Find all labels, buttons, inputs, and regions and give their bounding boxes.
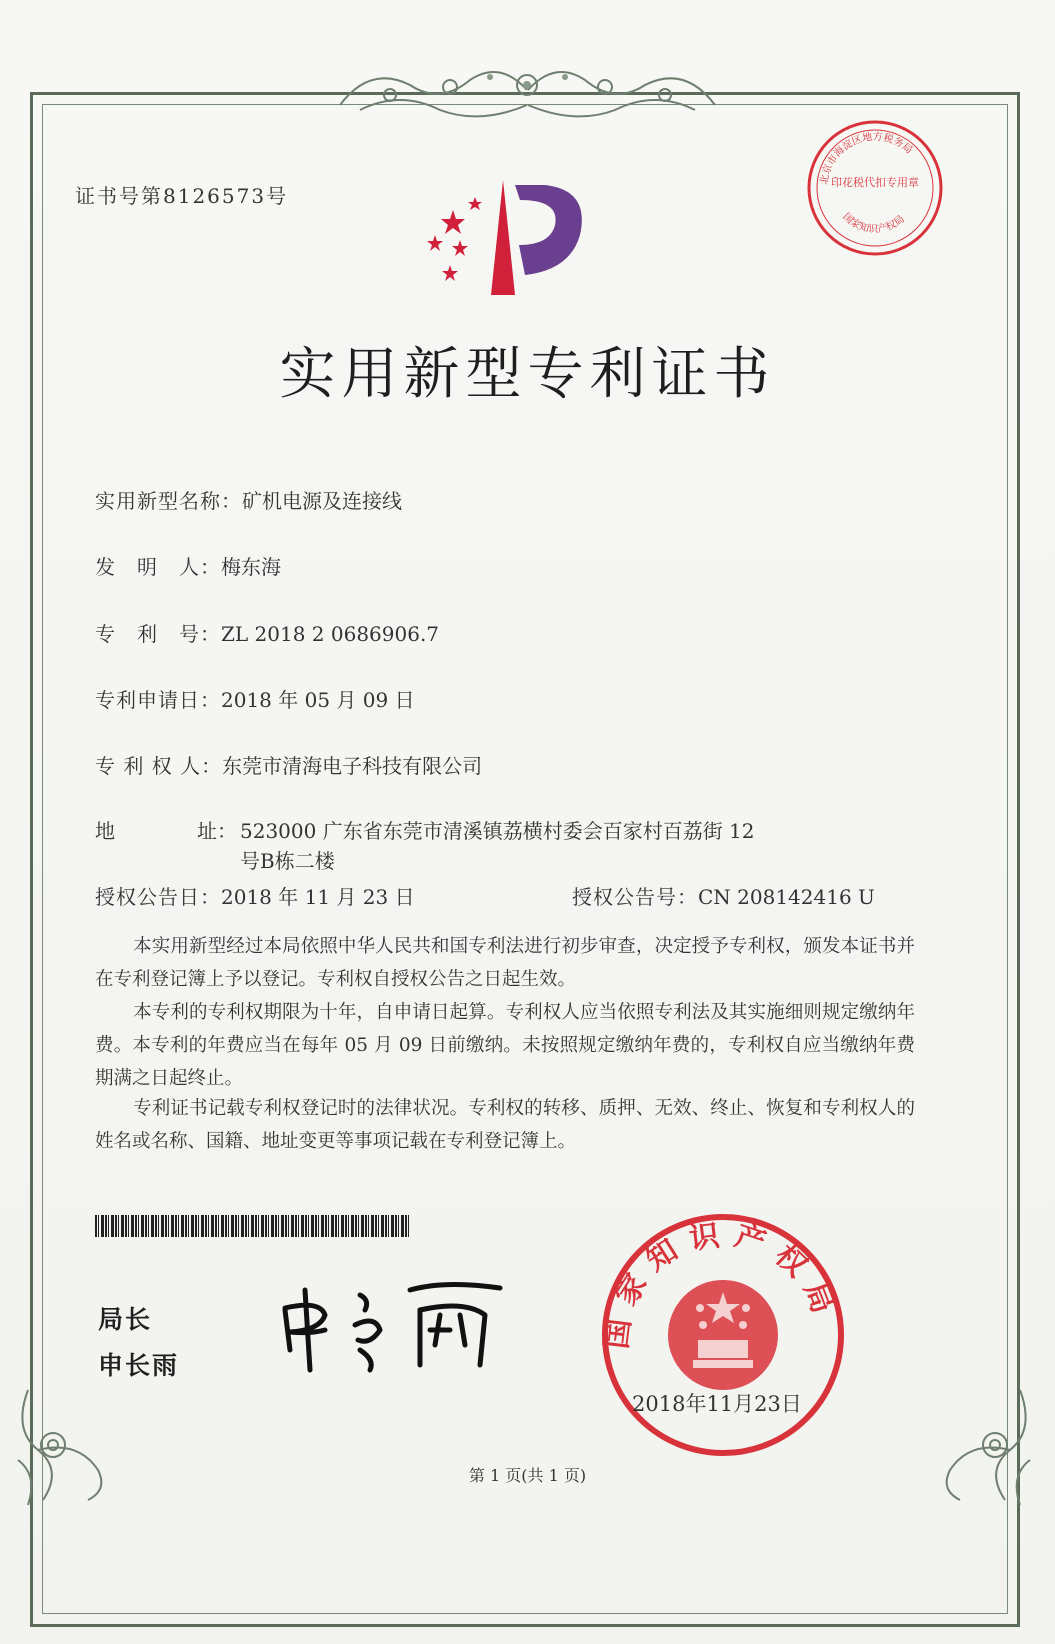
address-label-right: 址：: [197, 819, 237, 843]
patentee-label: 专 利 权 人：: [95, 754, 223, 778]
director-name: 申长雨: [98, 1351, 180, 1380]
sipo-logo-icon: [415, 175, 590, 310]
inventor-value: 梅东海: [221, 555, 281, 579]
bottom-left-ornament-icon: [8, 1380, 128, 1510]
official-seal-icon: [598, 1210, 848, 1460]
director-title: 局长: [98, 1305, 153, 1334]
paragraph-1: [95, 930, 915, 996]
grant-date-row: [95, 881, 415, 910]
address-line-2: 号B栋二楼: [240, 849, 335, 873]
tax-stamp-ring-text: 北京市海淀区地方税务局: [818, 131, 915, 186]
page-title: 实用新型专利证书: [279, 342, 776, 407]
grant-date-label: 授权公告日：: [95, 885, 221, 909]
paragraph-3: [95, 1092, 915, 1158]
certificate-number: 证书号第8126573号: [75, 184, 289, 208]
filing-date-label: 专利申请日：: [95, 688, 221, 712]
utility-model-name-row: [95, 485, 402, 514]
grant-date-value: 2018 年 11 月 23 日: [221, 885, 415, 909]
grant-number-value: CN 208142416 U: [698, 885, 875, 909]
inventor-label: 发 明 人：: [95, 555, 221, 579]
utility-model-name-label: 实用新型名称：: [95, 489, 242, 513]
paragraph-2: [95, 996, 915, 1095]
page-footer: 第 1 页(共 1 页): [468, 1466, 587, 1485]
inventor-row: [95, 551, 281, 580]
filing-date-row: [95, 684, 415, 713]
svg-text:国家知识产权局: [840, 211, 907, 236]
seal-date: 2018年11月23日: [632, 1392, 802, 1416]
patent-number-label: 专 利 号：: [95, 622, 221, 646]
tax-stamp: [805, 118, 945, 258]
grant-number-label: 授权公告号：: [572, 885, 698, 909]
patent-number-value: ZL 2018 2 0686906.7: [221, 622, 440, 646]
patentee-value: 东莞市清海电子科技有限公司: [222, 754, 483, 778]
patentee-row: [95, 750, 482, 779]
signature-icon: [270, 1270, 510, 1380]
seal-ring-text: 国家知识产权局: [599, 1216, 845, 1351]
paragraph-3-text: 专利证书记载专利权登记时的法律状况。专利权的转移、质押、无效、终止、恢复和专利权人的姓名或名称、国籍、地址变更等事项记载在专利登记簿上。: [95, 1098, 915, 1152]
patent-number-row: [95, 618, 439, 647]
address-label-left: 地: [95, 819, 115, 843]
tax-stamp-bottom-text: 国家知识产权局: [840, 211, 907, 236]
bottom-right-ornament-icon: [920, 1380, 1040, 1510]
paragraph-1-text: 本实用新型经过本局依照中华人民共和国专利法进行初步审查，决定授予专利权，颁发本证书并在专利登记簿上予以登记。专利权自授权公告之日起生效。: [95, 936, 915, 990]
paragraph-2-text: 本专利的专利权期限为十年，自申请日起算。专利权人应当依照专利法及其实施细则规定缴纳年费。本专利的年费应当在每年 05 月 09 日前缴纳。未按照规定缴纳年费的，专利权自应当缴纳年费期满之日起终止。: [95, 1002, 915, 1089]
utility-model-name-value: 矿机电源及连接线: [242, 489, 402, 513]
official-seal: [598, 1210, 848, 1460]
filing-date-value: 2018 年 05 月 09 日: [221, 688, 415, 712]
top-ornament-icon: [330, 55, 725, 125]
grant-number-row: [572, 881, 875, 910]
tax-stamp-inner-text: 印花税代扣专用章: [831, 176, 919, 189]
tax-stamp-icon: [805, 118, 945, 258]
barcode-icon: [95, 1215, 410, 1237]
address-line-1: 523000 广东省东莞市清溪镇荔横村委会百家村百荔街 12: [240, 819, 755, 843]
